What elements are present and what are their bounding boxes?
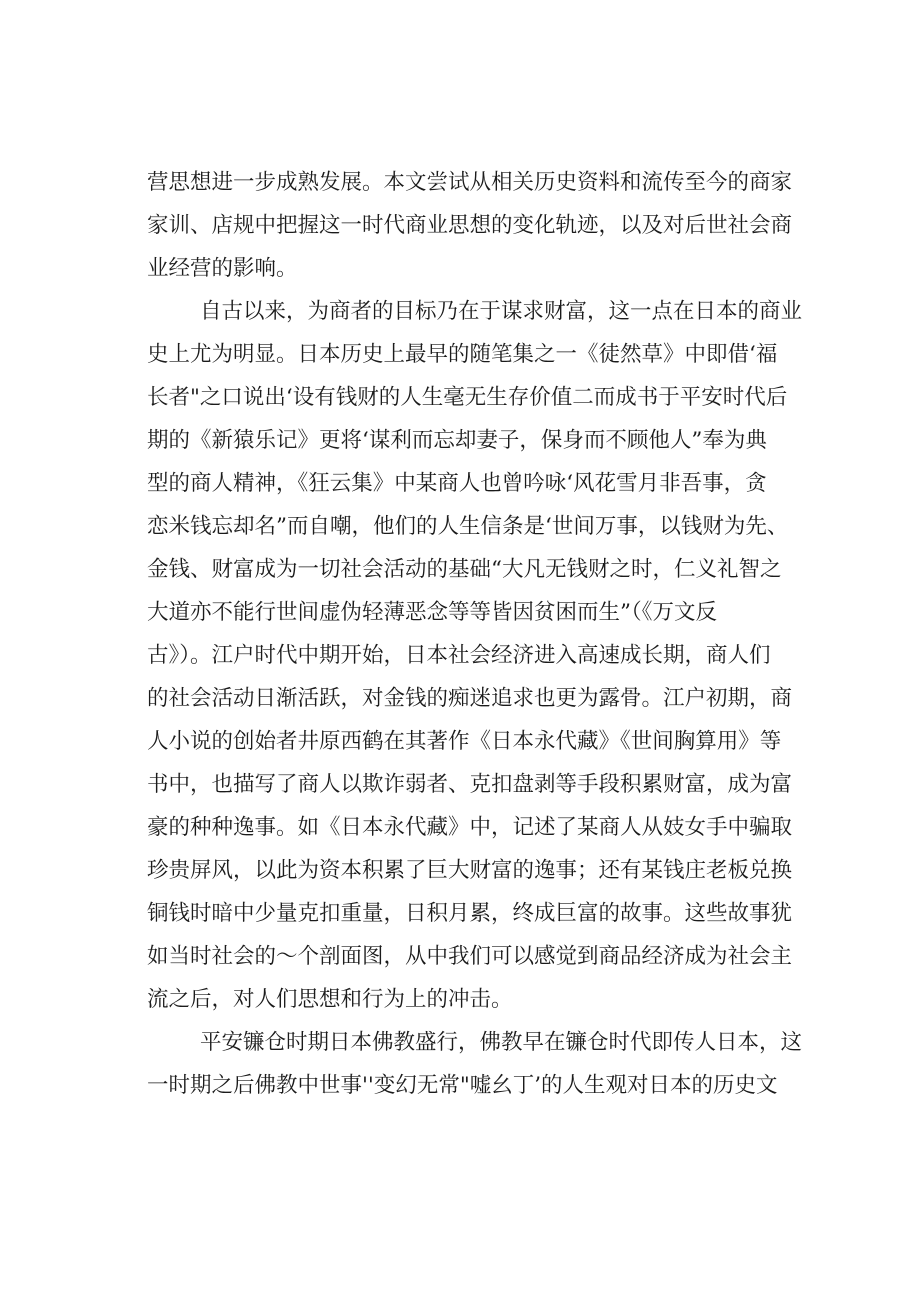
text-line: 人小说的创始者井原西鹤在其著作《日本永代藏》《世间胸算用》等 xyxy=(147,729,782,754)
text-line: 型的商人精神，《狂云集》中某商人也曾吟咏‘风花雪月非吾事，贪 xyxy=(147,471,767,496)
text-line: 豪的种种逸事。如《日本永代藏》中，记述了某商人从妓女手中骗取 xyxy=(147,815,793,840)
text-line: 古》）。江户时代中期开始，日本社会经济进入高速成长期，商人们 xyxy=(147,643,771,668)
text-line: 业经营的影响。 xyxy=(147,256,298,281)
text-line: 如当时社会的～个剖面图，从中我们可以感觉到商品经济成为社会主 xyxy=(147,944,793,969)
text-line: 大道亦不能行世间虚伪轻薄恶念等等皆因贫困而生”（《万文反 xyxy=(147,600,717,625)
text-line: 恋米钱忘却名”而自嘲，他们的人生信条是‘世间万事，以钱财为先、 xyxy=(147,514,789,539)
text-line: 书中，也描写了商人以欺诈弱者、克扣盘剥等手段积累财富，成为富 xyxy=(147,772,793,797)
text-line: 期的《新猿乐记》更将‘谋利而忘却妻子，保身而不顾他人”奉为典 xyxy=(147,428,767,453)
text-line: 长者"之口说出‘设有钱财的人生毫无生存价值二而成书于平安时代后 xyxy=(147,385,788,410)
text-line: 一时期之后佛教中世事''变幻无常"嘘幺丁’的人生观对日本的历史文 xyxy=(147,1073,778,1098)
text-line: 流之后，对人们思想和行为上的冲击。 xyxy=(147,987,513,1012)
text-line: 家训、店规中把握这一时代商业思想的变化轨迹，以及对后世社会商 xyxy=(147,213,793,238)
text-line: 珍贵屏风，以此为资本积累了巨大财富的逸事；还有某钱庄老板兑换 xyxy=(147,858,793,883)
text-line: 金钱、财富成为一切社会活动的基础“大凡无钱财之时，仁义礼智之 xyxy=(147,557,782,582)
text-line: 营思想进一步成熟发展。本文尝试从相关历史资料和流传至今的商家 xyxy=(147,170,793,195)
text-line: 的社会活动日渐活跃，对金钱的痴迷追求也更为露骨。江户初期，商 xyxy=(147,686,793,711)
paragraph-first-line: 平安镰仓时期日本佛教盛行，佛教早在镰仓时代即传人日本，这 xyxy=(200,1030,803,1055)
paragraph-first-line: 自古以来，为商者的目标乃在于谋求财富，这一点在日本的商业 xyxy=(200,299,803,324)
text-line: 铜钱时暗中少量克扣重量，日积月累，终成巨富的故事。这些故事犹 xyxy=(147,901,793,926)
text-line: 史上尤为明显。日本历史上最早的随笔集之一《徒然草》中即借‘福 xyxy=(147,342,778,367)
